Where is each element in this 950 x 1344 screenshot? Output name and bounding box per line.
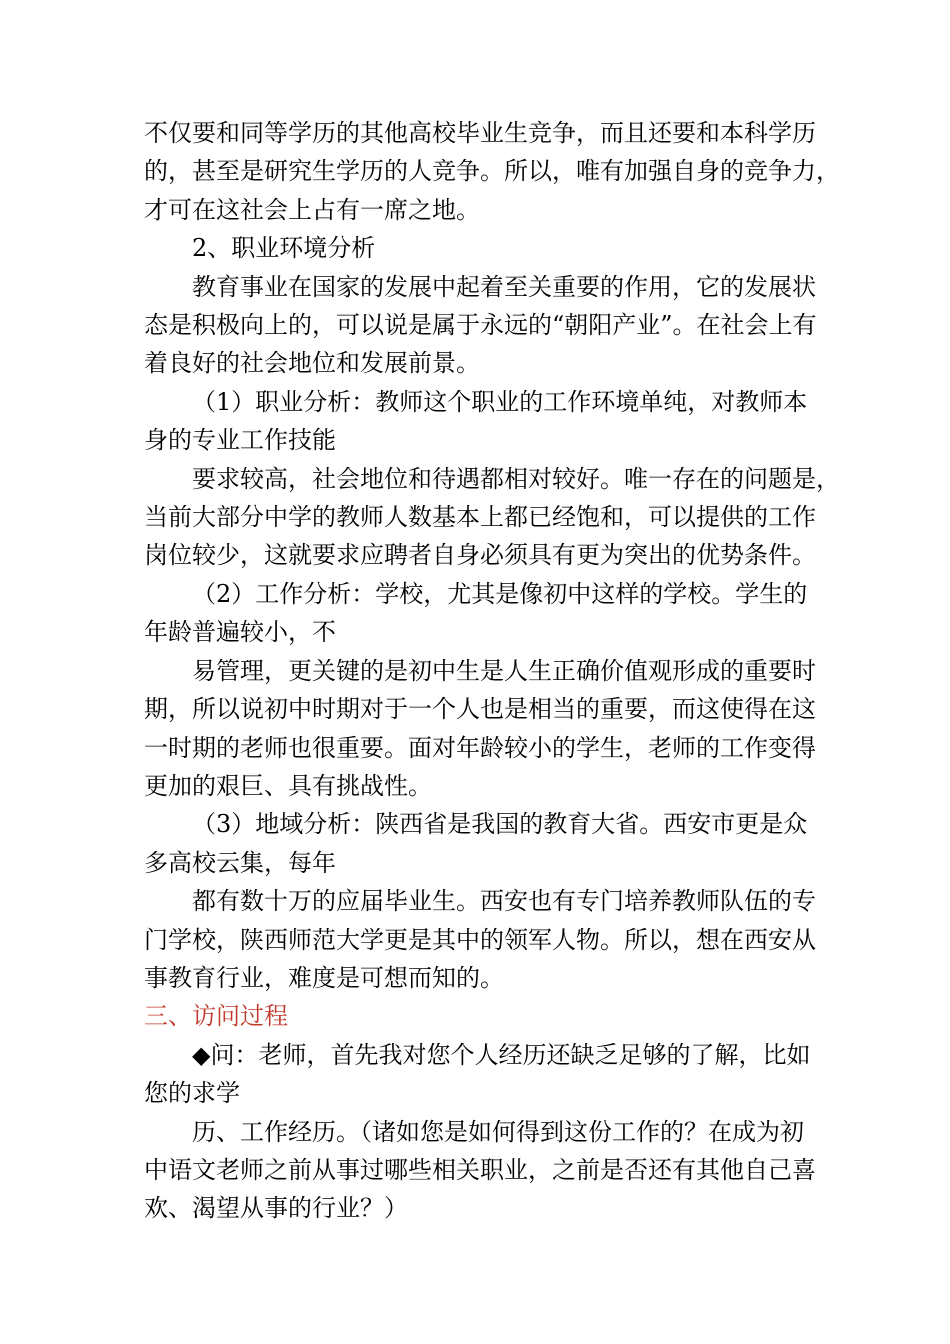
text-line: 2、职业环境分析 xyxy=(192,234,376,263)
text-line: 要求较高，社会地位和待遇都相对较好。唯一存在的问题是， xyxy=(192,464,840,493)
text-line: （3）地域分析：陕西省是我国的教育大省。西安市更是众 xyxy=(192,810,808,839)
text-line: ◆问：老师，首先我对您个人经历还缺乏足够的了解，比如 xyxy=(192,1040,811,1069)
text-line: 您的求学 xyxy=(144,1079,240,1108)
text-line: 易管理，更关键的是初中生是人生正确价值观形成的重要时 xyxy=(192,656,816,685)
text-line: 的，甚至是研究生学历的人竞争。所以，唯有加强自身的竞争力， xyxy=(144,157,840,186)
text-line: 年龄普遍较小，不 xyxy=(144,618,336,647)
text-line: 态是积极向上的，可以说是属于永远的“朝阳产业”。在社会上有 xyxy=(144,311,817,340)
paragraph-occupation-analysis xyxy=(144,383,806,460)
paragraph-graduates xyxy=(144,882,816,997)
section-heading-career-environment xyxy=(144,229,806,267)
paragraph-requirements xyxy=(144,460,840,575)
text-line: 更加的艰巨、具有挑战性。 xyxy=(144,771,432,800)
text-line: 期，所以说初中时期对于一个人也是相当的重要，而这使得在这 xyxy=(144,695,816,724)
paragraph-question-detail xyxy=(144,1113,816,1228)
text-line: 三、访问过程 xyxy=(144,1002,288,1031)
text-line: （2）工作分析：学校，尤其是像初中这样的学校。学生的 xyxy=(192,579,808,608)
text-line: （1）职业分析：教师这个职业的工作环境单纯，对教师本 xyxy=(192,387,808,416)
text-line: 中语文老师之前从事过哪些相关职业，之前是否还有其他自己喜 xyxy=(144,1155,816,1184)
text-line: 岗位较少，这就要求应聘者自身必须具有更为突出的优势条件。 xyxy=(144,541,816,570)
paragraph-management xyxy=(144,652,816,806)
text-line: 身的专业工作技能 xyxy=(144,426,336,455)
section-heading-interview-process xyxy=(144,997,806,1035)
text-line: 不仅要和同等学历的其他高校毕业生竞争，而且还要和本科学历 xyxy=(144,119,816,147)
paragraph-education-industry xyxy=(144,268,817,383)
text-line: 着良好的社会地位和发展前景。 xyxy=(144,349,480,378)
paragraph-competition xyxy=(144,114,840,229)
text-line: 门学校，陕西师范大学更是其中的领军人物。所以，想在西安从 xyxy=(144,925,816,954)
text-line: 多高校云集，每年 xyxy=(144,848,336,877)
text-line: 事教育行业，难度是可想而知的。 xyxy=(144,963,504,992)
paragraph-regional-analysis xyxy=(144,805,806,882)
text-line: 历、工作经历。（诸如您是如何得到这份工作的？在成为初 xyxy=(192,1117,804,1146)
text-line: 教育事业在国家的发展中起着至关重要的作用，它的发展状 xyxy=(192,272,816,301)
paragraph-question xyxy=(144,1036,811,1113)
text-line: 才可在这社会上占有一席之地。 xyxy=(144,195,480,224)
text-line: 一时期的老师也很重要。面对年龄较小的学生，老师的工作变得 xyxy=(144,733,816,762)
text-line: 欢、渴望从事的行业？） xyxy=(144,1194,408,1223)
paragraph-work-analysis xyxy=(144,575,806,652)
text-line: 当前大部分中学的教师人数基本上都已经饱和，可以提供的工作 xyxy=(144,503,816,532)
text-line: 都有数十万的应届毕业生。西安也有专门培养教师队伍的专 xyxy=(192,887,816,916)
